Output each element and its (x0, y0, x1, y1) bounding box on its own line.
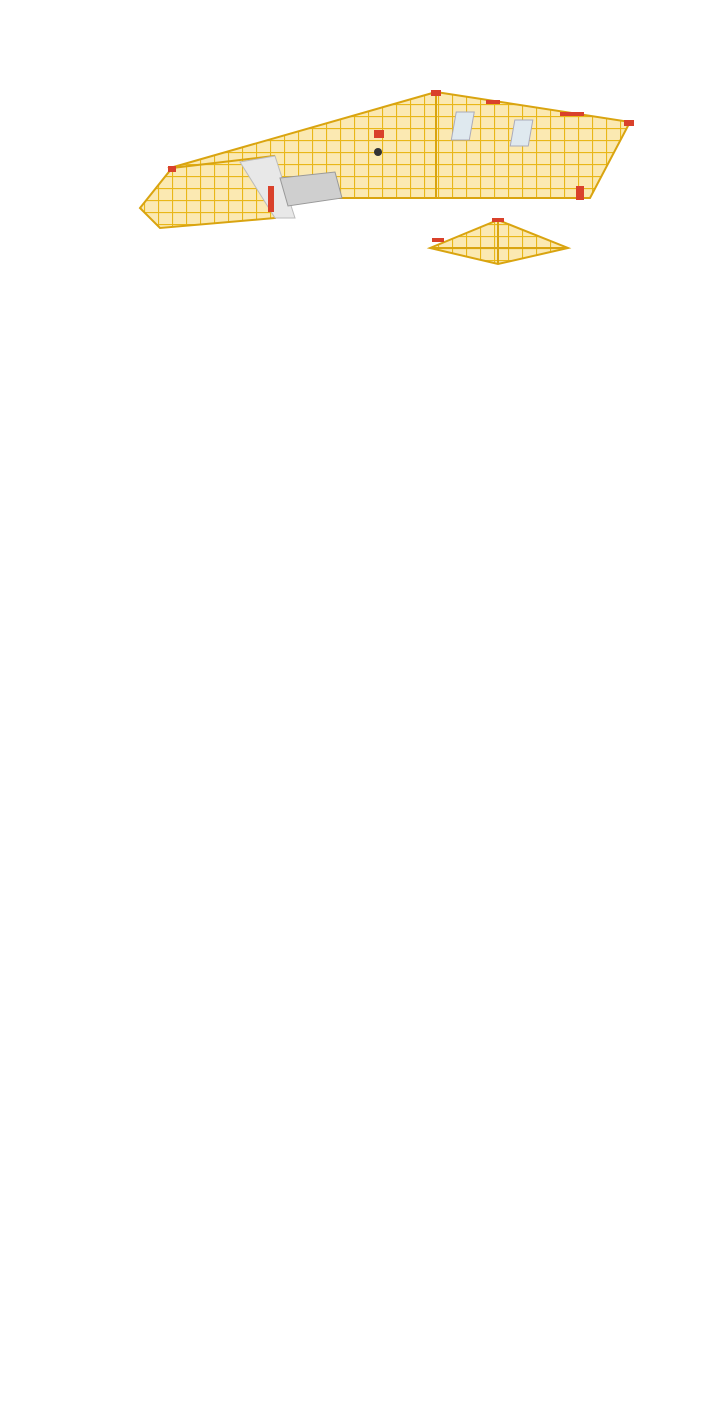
roof-diagram (130, 68, 680, 268)
